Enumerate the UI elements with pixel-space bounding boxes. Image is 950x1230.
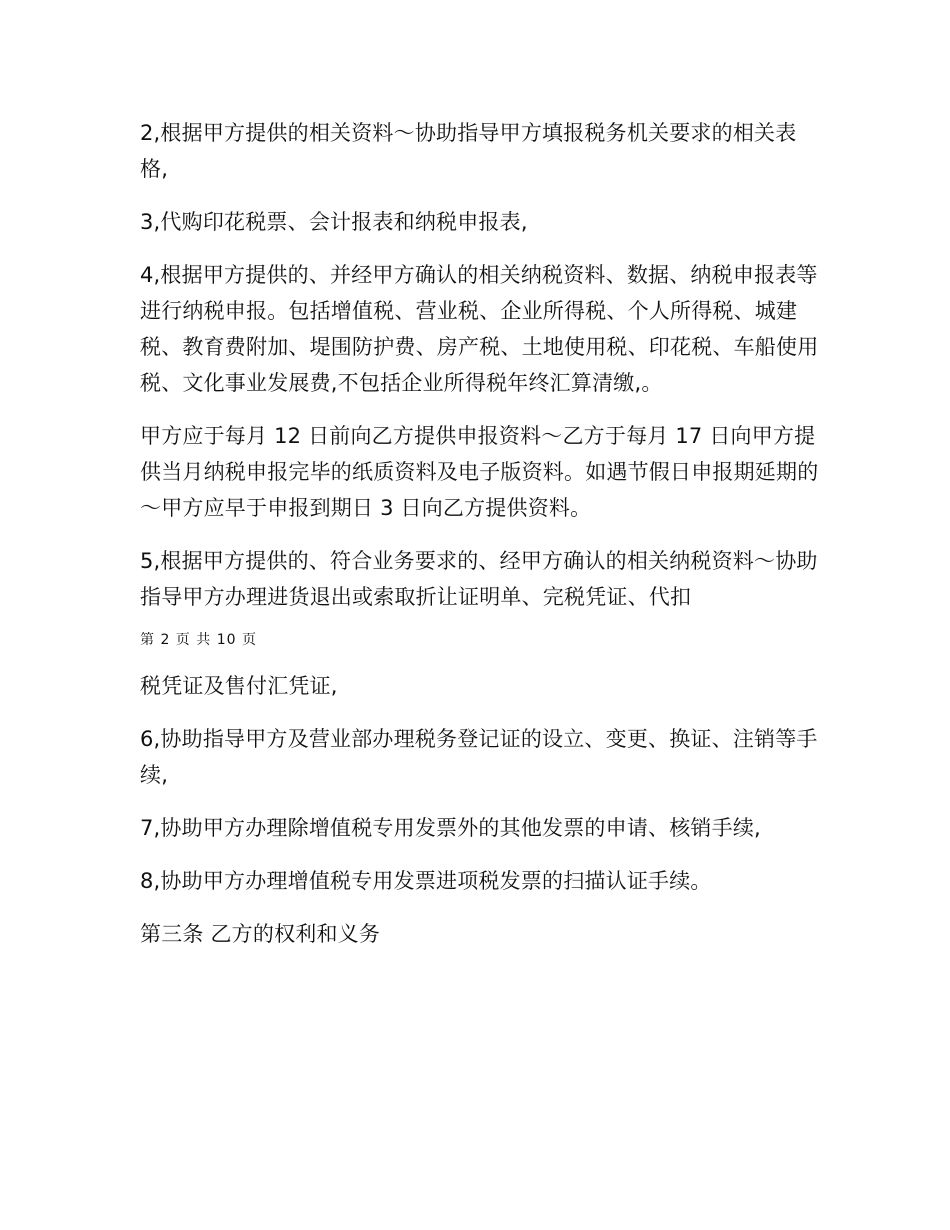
paragraph-item-6: 6,协助指导甲方及营业部办理税务登记证的设立、变更、换证、注销等手续, xyxy=(140,727,818,787)
page-footer: 第 2 页 共 10 页 xyxy=(140,632,257,648)
document-page xyxy=(140,115,820,969)
paragraph-item-5: 5,根据甲方提供的、符合业务要求的、经甲方确认的相关纳税资料～协助指导甲方办理进货退出或索取折让证明单、完税凭证、代扣 xyxy=(140,549,818,609)
paragraph-item-4: 4,根据甲方提供的、并经甲方确认的相关纳税资料、数据、纳税申报表等进行纳税申报。包括增值税、营业税、企业所得税、个人所得税、城建税、教育费附加、堤围防护费、房产税、土地使用税、印花税、车船使用税、文化事业发展费,不包括企业所得税年终汇算清缴,。 xyxy=(140,263,819,395)
paragraph-deadline-note: 甲方应于每月 12 日前向乙方提供申报资料～乙方于每月 17 日向甲方提供当月纳税申报完毕的纸质资料及电子版资料。如遇节假日申报期延期的～甲方应早于申报到期日 3 日向乙方提供资料。 xyxy=(140,424,819,520)
section-heading-article-3: 第三条 乙方的权利和义务 xyxy=(140,922,381,946)
paragraph-item-8: 8,协助甲方办理增值税专用发票进项税发票的扫描认证手续。 xyxy=(140,869,712,893)
paragraph-item-5-continued: 税凭证及售付汇凭证, xyxy=(140,674,338,698)
paragraph-item-2: 2,根据甲方提供的相关资料～协助指导甲方填报税务机关要求的相关表格, xyxy=(140,121,797,181)
paragraph-item-7: 7,协助甲方办理除增值税专用发票外的其他发票的申请、核销手续, xyxy=(140,816,761,840)
paragraph-item-3: 3,代购印花税票、会计报表和纳税申报表, xyxy=(140,210,528,234)
